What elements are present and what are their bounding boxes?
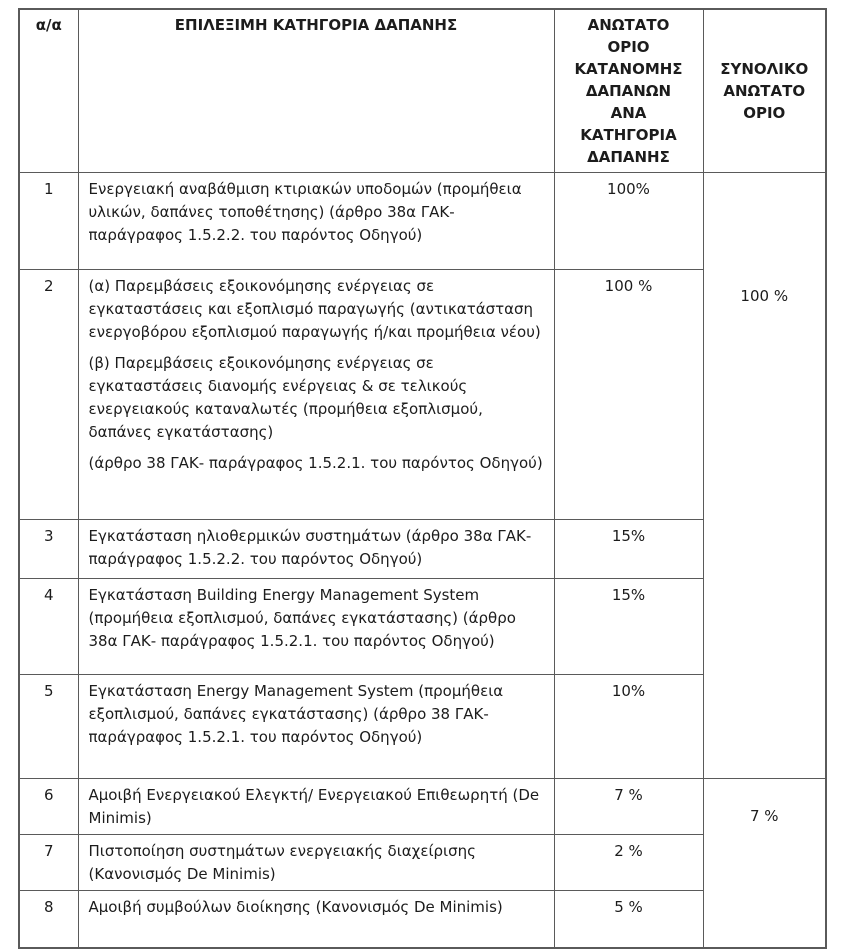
category-paragraph: Ενεργειακή αναβάθμιση κτιριακών υποδομών (προμήθεια υλικών, δαπάνες τοποθέτησης) (άρθρο 38α ΓΑΚ- παράγραφος 1.5.2.2. του παρόντος Οδηγού): [88, 179, 522, 244]
category-cell: [78, 269, 554, 519]
category-cell: [78, 578, 554, 674]
category-cell: [78, 519, 554, 578]
table-row: [19, 778, 826, 834]
category-cell: [78, 834, 554, 890]
row-number-cell: 7: [19, 834, 78, 890]
row-number-cell: 4: [19, 578, 78, 674]
category-cell: [78, 172, 554, 269]
category-paragraph: (άρθρο 38 ΓΑΚ- παράγραφος 1.5.2.1. του παρόντος Οδηγού): [88, 453, 543, 472]
limit-cell: 2 %: [554, 834, 703, 890]
limit-cell: 15%: [554, 519, 703, 578]
category-paragraph: Αμοιβή συμβούλων διοίκησης (Κανονισμός De Minimis): [88, 897, 503, 916]
expense-categories-table: [18, 8, 827, 949]
category-cell: [78, 674, 554, 778]
row-number-cell: 8: [19, 890, 78, 948]
group-total-cell: 100 %: [703, 172, 826, 778]
row-number-cell: 1: [19, 172, 78, 269]
limit-cell: 5 %: [554, 890, 703, 948]
category-paragraph: Αμοιβή Ενεργειακού Ελεγκτή/ Ενεργειακού Επιθεωρητή (De Minimis): [88, 785, 540, 827]
limit-cell: 10%: [554, 674, 703, 778]
row-number-cell: 3: [19, 519, 78, 578]
limit-cell: 100%: [554, 172, 703, 269]
table-body: [19, 172, 826, 948]
category-paragraph: (α) Παρεμβάσεις εξοικονόμησης ενέργειας σε εγκαταστάσεις και εξοπλισμό παραγωγής (αντικατάσταση ενεργοβόρου εξοπλισμού παραγωγής ή/και προμήθεια νέου): [88, 276, 541, 341]
limit-cell: 100 %: [554, 269, 703, 519]
limit-cell: 15%: [554, 578, 703, 674]
category-paragraph: Εγκατάσταση Energy Management System (προμήθεια εξοπλισμού, δαπάνες εγκατάστασης) (άρθρο 38 ΓΑΚ- παράγραφος 1.5.2.1. του παρόντος Οδηγού): [88, 681, 504, 746]
category-paragraph: Πιστοποίηση συστημάτων ενεργειακής διαχείρισης (Κανονισμός De Minimis): [88, 841, 476, 883]
header-total-limit: ΣΥΝΟΛΙΚΟ ΑΝΩΤΑΤΟ ΟΡΙΟ: [703, 9, 826, 172]
header-category: ΕΠΙΛΕΞΙΜΗ ΚΑΤΗΓΟΡΙΑ ΔΑΠΑΝΗΣ: [78, 9, 554, 172]
category-paragraph: Εγκατάσταση ηλιοθερμικών συστημάτων (άρθρο 38α ΓΑΚ- παράγραφος 1.5.2.2. του παρόντος Οδηγού): [88, 526, 532, 568]
row-number-cell: 2: [19, 269, 78, 519]
limit-cell: 7 %: [554, 778, 703, 834]
category-paragraph: (β) Παρεμβάσεις εξοικονόμησης ενέργειας σε εγκαταστάσεις διανομής ενέργειας & σε τελικούς ενεργειακούς καταναλωτές (προμήθεια εξοπλισμού, δαπάνες εγκατάστασης): [88, 353, 483, 441]
row-number-cell: 5: [19, 674, 78, 778]
header-row: [19, 9, 826, 172]
category-cell: [78, 778, 554, 834]
header-num: α/α: [19, 9, 78, 172]
category-paragraph: Εγκατάσταση Building Energy Management System (προμήθεια εξοπλισμού, δαπάνες εγκατάστασης) (άρθρο 38α ΓΑΚ- παράγραφος 1.5.2.1. του παρόντος Οδηγού): [88, 585, 516, 650]
category-cell: [78, 890, 554, 948]
table-row: [19, 172, 826, 269]
group-total-cell: 7 %: [703, 778, 826, 948]
header-limit-per-category: ΑΝΩΤΑΤΟ ΟΡΙΟ ΚΑΤΑΝΟΜΗΣ ΔΑΠΑΝΩΝ ΑΝΑ ΚΑΤΗΓΟΡΙΑ ΔΑΠΑΝΗΣ: [554, 9, 703, 172]
row-number-cell: 6: [19, 778, 78, 834]
